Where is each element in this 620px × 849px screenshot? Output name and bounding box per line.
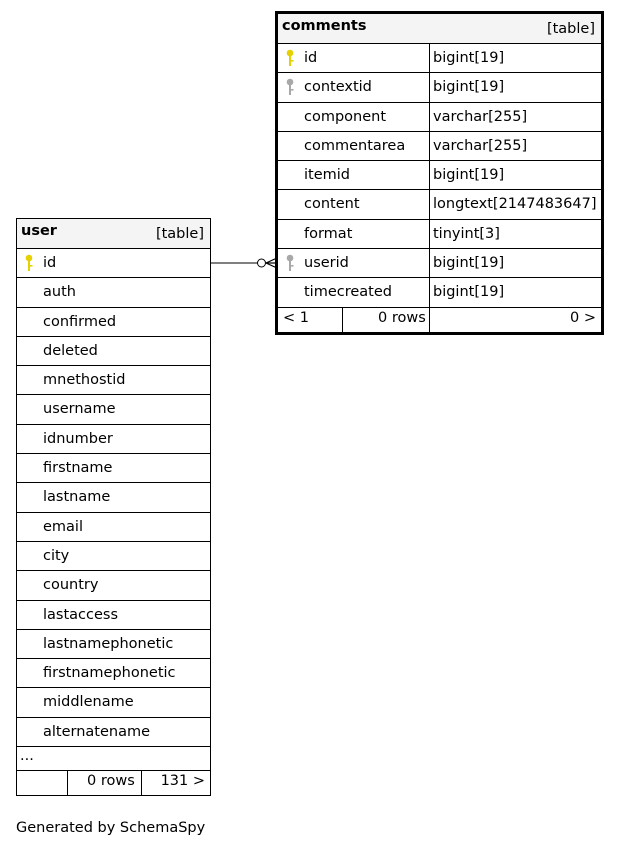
table-kind: [table] <box>155 226 204 242</box>
column-name: email <box>43 518 83 535</box>
table-kind: [table] <box>546 21 595 37</box>
column-name: userid <box>304 255 349 272</box>
column-name: deleted <box>43 342 98 359</box>
column-name: component <box>304 108 387 125</box>
column-type: bigint[19] <box>433 255 505 272</box>
column-type: bigint[19] <box>433 50 505 66</box>
footer-children[interactable]: 131 > <box>160 773 205 790</box>
column-type: tinyint[3] <box>433 225 500 242</box>
more-label: ... <box>20 748 34 765</box>
column-name: lastnamephonetic <box>43 635 174 652</box>
column-name: id <box>304 50 318 66</box>
column-name: firstname <box>43 460 113 477</box>
table-name[interactable]: user <box>21 223 57 239</box>
column-name: content <box>304 196 360 213</box>
footer-rows: 0 rows <box>378 309 426 326</box>
column-type: longtext[2147483647] <box>433 196 597 213</box>
column-name: format <box>304 225 353 242</box>
column-type: bigint[19] <box>433 284 505 301</box>
column-name: contextid <box>304 79 372 96</box>
footer-parents[interactable]: < 1 <box>283 309 309 326</box>
column-name: firstnamephonetic <box>43 665 176 682</box>
column-name: lastname <box>43 489 111 506</box>
column-name: lastaccess <box>43 606 119 623</box>
column-name: idnumber <box>43 430 113 447</box>
generated-by-label: Generated by SchemaSpy <box>16 820 206 836</box>
column-name: city <box>43 547 70 564</box>
footer-rows: 0 rows <box>87 773 135 790</box>
column-name: timecreated <box>304 284 392 301</box>
column-name: auth <box>43 284 76 301</box>
crowfoot-upper <box>266 258 277 263</box>
column-name: mnethostid <box>43 372 126 389</box>
column-name: middlename <box>43 694 134 711</box>
column-name: country <box>43 577 99 594</box>
crowfoot-lower <box>266 263 277 268</box>
column-name: confirmed <box>43 313 117 330</box>
column-name: itemid <box>304 167 350 184</box>
table-name[interactable]: comments <box>282 18 367 34</box>
column-type: bigint[19] <box>433 79 505 96</box>
column-type: varchar[255] <box>433 137 528 154</box>
column-type: varchar[255] <box>433 108 528 125</box>
column-name: alternatename <box>43 723 151 740</box>
column-name: username <box>43 401 116 418</box>
column-type: bigint[19] <box>433 167 505 184</box>
column-name: commentarea <box>304 137 406 154</box>
zero-optional-marker <box>258 259 266 267</box>
column-name: id <box>43 255 57 271</box>
footer-children[interactable]: 0 > <box>570 309 596 326</box>
